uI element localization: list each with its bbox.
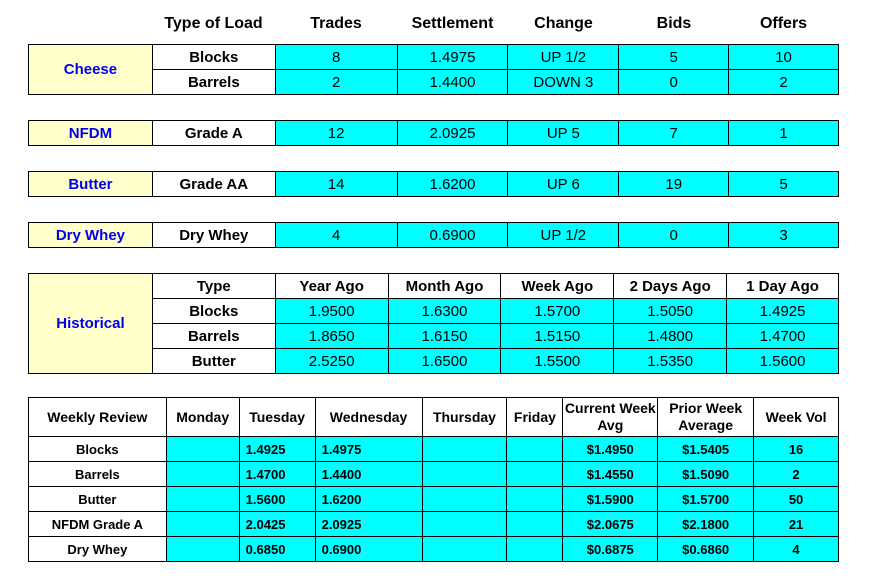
friday-cell (507, 462, 563, 487)
change-cell: UP 6 (508, 172, 619, 197)
bids-cell: 0 (619, 223, 729, 248)
table-row (29, 462, 839, 487)
prior-avg-cell: $1.5405 (658, 437, 754, 462)
prior-avg-cell: $2.1800 (658, 512, 754, 537)
drywhey-label: Dry Whey (29, 223, 153, 248)
row-type: Barrels (152, 324, 275, 349)
current-avg-cell: $1.4950 (563, 437, 658, 462)
tuesday-cell: 1.4700 (239, 462, 315, 487)
column-header: Type (152, 274, 275, 299)
friday-cell (507, 437, 563, 462)
week-vol-cell: 4 (754, 537, 839, 562)
settlement-cell: 1.6200 (397, 172, 508, 197)
tuesday-cell: 0.6850 (239, 537, 315, 562)
column-header: 1 Day Ago (727, 274, 839, 299)
prior-avg-cell: $0.6860 (658, 537, 754, 562)
table-row (29, 45, 839, 70)
table-row (29, 537, 839, 562)
column-header: Current Week Avg (563, 398, 658, 437)
trades-cell: 12 (275, 121, 397, 146)
product-cell: NFDM Grade A (29, 512, 167, 537)
header-type-of-load: Type of Load (164, 15, 263, 32)
current-avg-cell: $1.4550 (563, 462, 658, 487)
week-vol-cell: 21 (754, 512, 839, 537)
column-header: Wednesday (315, 398, 422, 437)
value-cell: 1.4700 (727, 324, 839, 349)
change-cell: UP 5 (508, 121, 619, 146)
value-cell: 1.6150 (388, 324, 501, 349)
row-type: Blocks (152, 45, 275, 70)
settlement-cell: 1.4400 (397, 70, 508, 95)
column-header: Weekly Review (29, 398, 167, 437)
value-cell: 1.4800 (614, 324, 727, 349)
value-cell: 1.5500 (501, 349, 614, 374)
value-cell: 1.9500 (275, 299, 388, 324)
offers-cell: 2 (729, 70, 839, 95)
column-header: Monday (166, 398, 239, 437)
prior-avg-cell: $1.5090 (658, 462, 754, 487)
column-header: Thursday (422, 398, 507, 437)
value-cell: 1.8650 (275, 324, 388, 349)
table-row (29, 223, 839, 248)
trades-cell: 4 (275, 223, 397, 248)
monday-cell (166, 462, 239, 487)
settlement-cell: 1.4975 (397, 45, 508, 70)
monday-cell (166, 512, 239, 537)
row-type: Butter (152, 349, 275, 374)
value-cell: 1.5150 (501, 324, 614, 349)
column-header: Year Ago (275, 274, 388, 299)
prior-avg-cell: $1.5700 (658, 487, 754, 512)
change-cell: UP 1/2 (508, 223, 619, 248)
value-cell: 1.5700 (501, 299, 614, 324)
monday-cell (166, 537, 239, 562)
value-cell: 1.5350 (614, 349, 727, 374)
thursday-cell (422, 487, 507, 512)
cheese-label: Cheese (29, 45, 153, 95)
nfdm-table (28, 120, 839, 146)
historical-label: Historical (29, 274, 153, 374)
current-avg-cell: $1.5900 (563, 487, 658, 512)
current-avg-cell: $0.6875 (563, 537, 658, 562)
week-vol-cell: 50 (754, 487, 839, 512)
nfdm-label: NFDM (29, 121, 153, 146)
table-row (29, 487, 839, 512)
butter-table (28, 171, 839, 197)
product-cell: Blocks (29, 437, 167, 462)
header-change: Change (534, 15, 593, 32)
monday-cell (166, 437, 239, 462)
product-cell: Dry Whey (29, 537, 167, 562)
wednesday-cell: 1.4975 (315, 437, 422, 462)
change-cell: DOWN 3 (508, 70, 619, 95)
header-trades: Trades (310, 15, 362, 32)
column-header: Friday (507, 398, 563, 437)
value-cell: 2.5250 (275, 349, 388, 374)
table-row (29, 437, 839, 462)
column-header: Tuesday (239, 398, 315, 437)
table-row (29, 121, 839, 146)
value-cell: 1.6300 (388, 299, 501, 324)
offers-cell: 3 (729, 223, 839, 248)
value-cell: 1.5600 (727, 349, 839, 374)
thursday-cell (422, 462, 507, 487)
table-header-row (29, 274, 839, 299)
historical-table (28, 273, 839, 374)
weekly-review-table (28, 397, 839, 562)
butter-label: Butter (29, 172, 153, 197)
friday-cell (507, 512, 563, 537)
row-type: Grade A (152, 121, 275, 146)
header-bids: Bids (656, 15, 692, 32)
column-header: Week Ago (501, 274, 614, 299)
row-type: Grade AA (152, 172, 275, 197)
value-cell: 1.5050 (614, 299, 727, 324)
column-header: Prior Week Average (658, 398, 754, 437)
thursday-cell (422, 512, 507, 537)
trades-cell: 14 (275, 172, 397, 197)
wednesday-cell: 2.0925 (315, 512, 422, 537)
bids-cell: 0 (619, 70, 729, 95)
friday-cell (507, 537, 563, 562)
header-offers: Offers (759, 15, 808, 32)
tuesday-cell: 1.5600 (239, 487, 315, 512)
wednesday-cell: 0.6900 (315, 537, 422, 562)
week-vol-cell: 16 (754, 437, 839, 462)
offers-cell: 1 (729, 121, 839, 146)
offers-cell: 5 (729, 172, 839, 197)
friday-cell (507, 487, 563, 512)
bids-cell: 7 (619, 121, 729, 146)
current-avg-cell: $2.0675 (563, 512, 658, 537)
bids-cell: 19 (619, 172, 729, 197)
trades-cell: 8 (275, 45, 397, 70)
column-header: Week Vol (754, 398, 839, 437)
wednesday-cell: 1.6200 (315, 487, 422, 512)
column-header: 2 Days Ago (614, 274, 727, 299)
tuesday-cell: 1.4925 (239, 437, 315, 462)
week-vol-cell: 2 (754, 462, 839, 487)
thursday-cell (422, 537, 507, 562)
settlement-cell: 0.6900 (397, 223, 508, 248)
row-type: Dry Whey (152, 223, 275, 248)
settlement-cell: 2.0925 (397, 121, 508, 146)
value-cell: 1.6500 (388, 349, 501, 374)
product-cell: Butter (29, 487, 167, 512)
wednesday-cell: 1.4400 (315, 462, 422, 487)
product-cell: Barrels (29, 462, 167, 487)
table-row (29, 512, 839, 537)
row-type: Blocks (152, 299, 275, 324)
change-cell: UP 1/2 (508, 45, 619, 70)
row-type: Barrels (152, 70, 275, 95)
offers-cell: 10 (729, 45, 839, 70)
thursday-cell (422, 437, 507, 462)
table-header-row (29, 398, 839, 437)
header-settlement: Settlement (411, 15, 494, 32)
trades-cell: 2 (275, 70, 397, 95)
bids-cell: 5 (619, 45, 729, 70)
tuesday-cell: 2.0425 (239, 512, 315, 537)
column-header: Month Ago (388, 274, 501, 299)
cheese-table (28, 44, 839, 95)
value-cell: 1.4925 (727, 299, 839, 324)
table-row (29, 172, 839, 197)
monday-cell (166, 487, 239, 512)
drywhey-table (28, 222, 839, 248)
